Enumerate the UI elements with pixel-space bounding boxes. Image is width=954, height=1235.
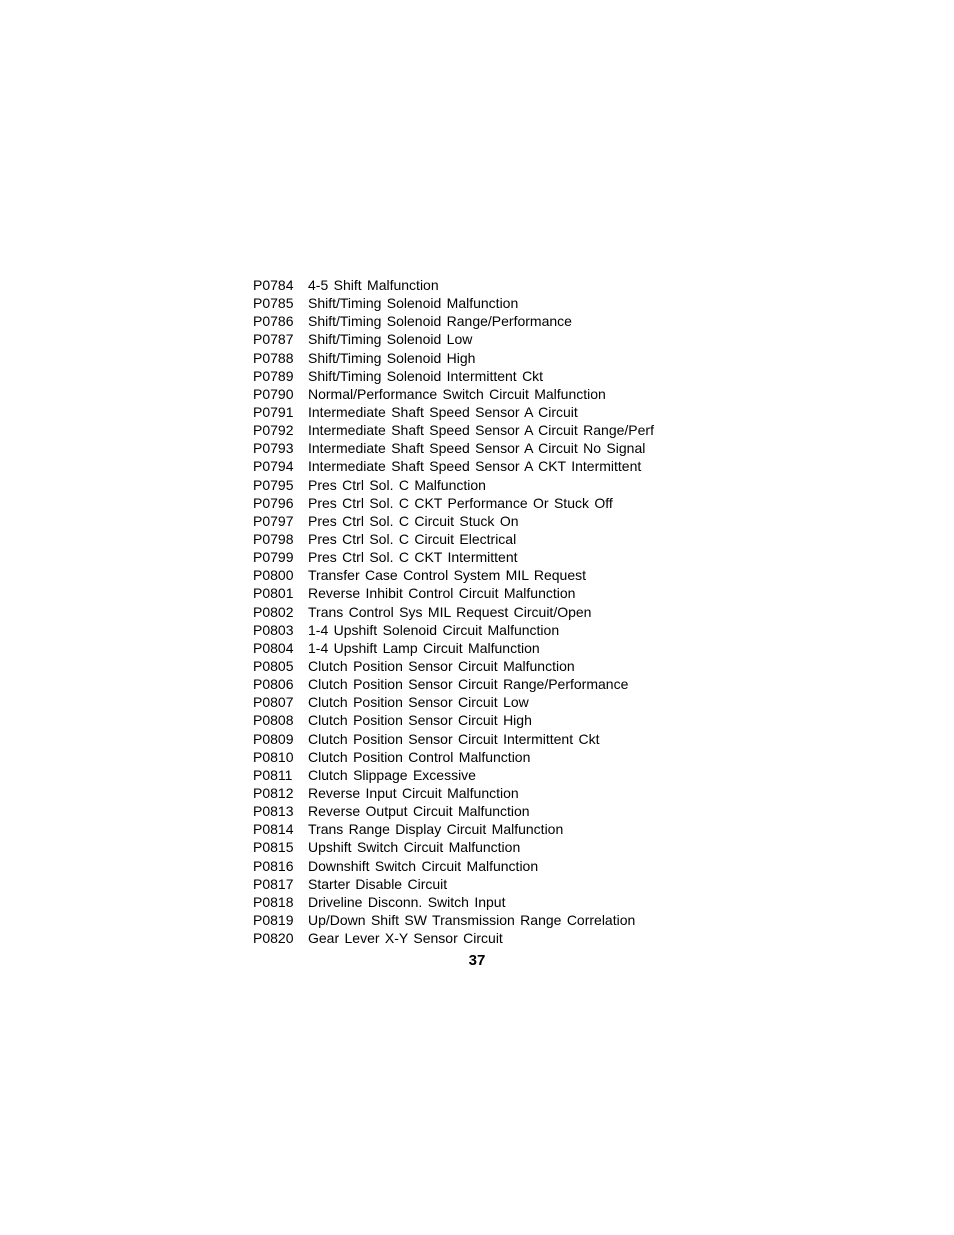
code-row [253, 512, 693, 530]
code-description: Transfer Case Control System MIL Request [308, 567, 587, 584]
code-row [253, 639, 693, 657]
code-id: P0798 [253, 530, 294, 547]
code-row [253, 530, 693, 548]
code-id: P0787 [253, 331, 294, 348]
code-description: Pres Ctrl Sol. C CKT Intermittent [308, 549, 518, 566]
code-description: Intermediate Shaft Speed Sensor A Circuit No Signal [308, 440, 646, 457]
code-row [253, 730, 693, 748]
code-id: P0813 [253, 803, 294, 820]
code-row [253, 657, 693, 675]
code-description: Pres Ctrl Sol. C Circuit Stuck On [308, 512, 519, 529]
code-description: Pres Ctrl Sol. C Malfunction [308, 476, 486, 493]
code-description: Trans Range Display Circuit Malfunction [308, 821, 564, 838]
code-id: P0796 [253, 494, 294, 511]
code-description: Normal/Performance Switch Circuit Malfunction [308, 385, 606, 402]
code-id: P0801 [253, 585, 294, 602]
code-description: Clutch Position Sensor Circuit High [308, 712, 532, 729]
code-description: Up/Down Shift SW Transmission Range Correlation [308, 911, 636, 928]
code-id: P0814 [253, 821, 294, 838]
code-description: 4-5 Shift Malfunction [308, 277, 439, 293]
code-row [253, 929, 693, 947]
code-id: P0786 [253, 313, 294, 330]
code-description: Starter Disable Circuit [308, 875, 448, 892]
code-id: P0794 [253, 458, 294, 475]
code-description: Gear Lever X-Y Sensor Circuit [308, 930, 503, 947]
code-description: 1-4 Upshift Lamp Circuit Malfunction [308, 639, 540, 656]
code-id: P0810 [253, 748, 294, 765]
code-row [253, 421, 693, 439]
code-row [253, 548, 693, 566]
code-id: P0784 [253, 277, 294, 293]
code-description: Intermediate Shaft Speed Sensor A Circuit Range/Perf [308, 422, 654, 439]
code-id: P0818 [253, 893, 294, 910]
code-description: Upshift Switch Circuit Malfunction [308, 839, 521, 856]
code-row [253, 312, 693, 330]
code-description: Clutch Position Sensor Circuit Malfunction [308, 657, 575, 674]
code-row [253, 693, 693, 711]
code-row [253, 476, 693, 494]
code-row [253, 784, 693, 802]
code-row [253, 385, 693, 403]
code-id: P0791 [253, 403, 294, 420]
code-row [253, 566, 693, 584]
code-row [253, 584, 693, 602]
code-description: Trans Control Sys MIL Request Circuit/Open [308, 603, 592, 620]
code-description: Clutch Position Control Malfunction [308, 748, 531, 765]
code-row [253, 294, 693, 312]
code-description: Intermediate Shaft Speed Sensor A Circuit [308, 403, 578, 420]
code-id: P0805 [253, 657, 294, 674]
code-id: P0793 [253, 440, 294, 457]
code-row [253, 330, 693, 348]
code-row [253, 875, 693, 893]
code-row [253, 711, 693, 729]
code-id: P0795 [253, 476, 294, 493]
code-row [253, 802, 693, 820]
code-description: Intermediate Shaft Speed Sensor A CKT Intermittent [308, 458, 642, 475]
code-row [253, 439, 693, 457]
code-description: Clutch Position Sensor Circuit Low [308, 694, 529, 711]
code-description: Downshift Switch Circuit Malfunction [308, 857, 539, 874]
code-id: P0800 [253, 567, 294, 584]
code-row [253, 403, 693, 421]
code-description: Clutch Position Sensor Circuit Intermittent Ckt [308, 730, 600, 747]
code-id: P0802 [253, 603, 294, 620]
page-number: 37 [468, 952, 486, 969]
code-description: 1-4 Upshift Solenoid Circuit Malfunction [308, 621, 560, 638]
code-description: Shift/Timing Solenoid High [308, 349, 476, 366]
code-row [253, 911, 693, 929]
code-description: Reverse Inhibit Control Circuit Malfunction [308, 585, 576, 602]
code-row [253, 838, 693, 856]
code-id: P0807 [253, 694, 294, 711]
code-description: Pres Ctrl Sol. C Circuit Electrical [308, 530, 517, 547]
code-description: Clutch Slippage Excessive [308, 766, 476, 783]
code-description: Pres Ctrl Sol. C CKT Performance Or Stuck Off [308, 494, 613, 511]
code-row [253, 621, 693, 639]
code-description: Driveline Disconn. Switch Input [308, 893, 506, 910]
code-id: P0789 [253, 367, 294, 384]
code-id: P0785 [253, 295, 294, 312]
code-id: P0808 [253, 712, 294, 729]
code-id: P0820 [253, 930, 294, 947]
code-id: P0792 [253, 422, 294, 439]
code-row [253, 893, 693, 911]
code-row [253, 457, 693, 475]
code-id: P0788 [253, 349, 294, 366]
code-row [253, 766, 693, 784]
code-row [253, 349, 693, 367]
code-description: Shift/Timing Solenoid Low [308, 331, 473, 348]
code-row [253, 276, 693, 294]
code-id: P0816 [253, 857, 294, 874]
code-id: P0815 [253, 839, 294, 856]
code-row [253, 820, 693, 838]
code-description: Shift/Timing Solenoid Intermittent Ckt [308, 367, 544, 384]
code-id: P0811 [253, 766, 293, 783]
code-description: Clutch Position Sensor Circuit Range/Performance [308, 676, 629, 693]
code-id: P0812 [253, 784, 294, 801]
code-row [253, 603, 693, 621]
code-description: Reverse Input Circuit Malfunction [308, 784, 519, 801]
code-row [253, 748, 693, 766]
trouble-code-list [253, 276, 693, 947]
code-id: P0817 [253, 875, 294, 892]
code-id: P0809 [253, 730, 294, 747]
code-row [253, 494, 693, 512]
code-id: P0804 [253, 639, 294, 656]
code-id: P0806 [253, 676, 294, 693]
code-id: P0799 [253, 549, 294, 566]
code-id: P0797 [253, 512, 294, 529]
code-id: P0803 [253, 621, 294, 638]
code-id: P0790 [253, 385, 294, 402]
code-row [253, 857, 693, 875]
code-row [253, 367, 693, 385]
code-description: Shift/Timing Solenoid Range/Performance [308, 313, 572, 330]
code-id: P0819 [253, 911, 294, 928]
code-row [253, 675, 693, 693]
code-description: Reverse Output Circuit Malfunction [308, 803, 530, 820]
code-description: Shift/Timing Solenoid Malfunction [308, 295, 519, 312]
